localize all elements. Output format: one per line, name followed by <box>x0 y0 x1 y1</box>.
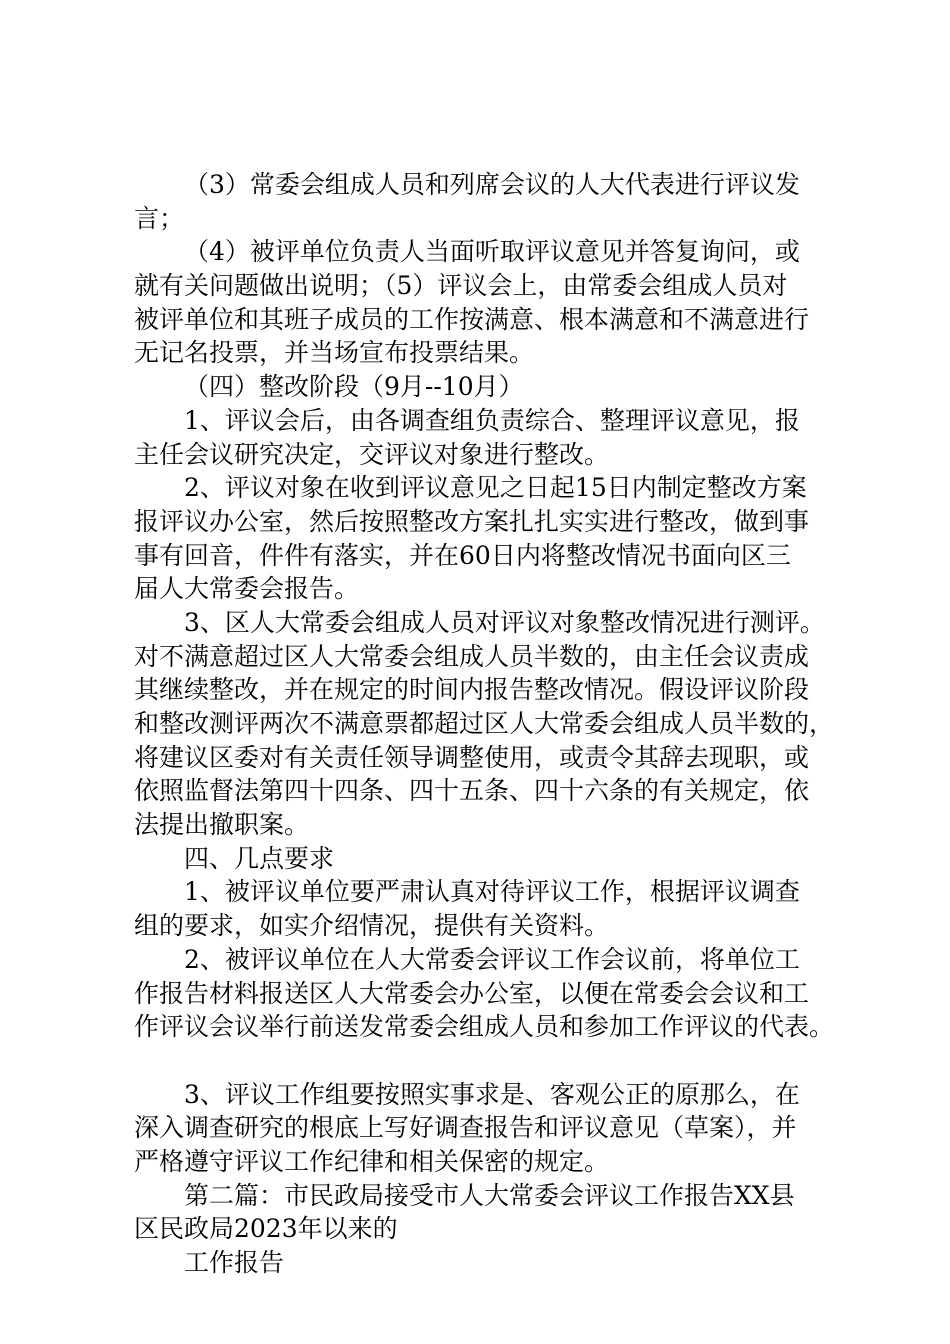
text-line: （3）常委会组成人员和列席会议的人大代表进行评议发 <box>184 170 800 199</box>
text-line: 1、评议会后，由各调查组负责综合、整理评议意见，报 <box>184 405 800 435</box>
text-line: 3、评议工作组要按照实事求是、客观公正的原那么，在 <box>184 1079 800 1109</box>
text-line: 届人大常委会报告。 <box>134 574 360 604</box>
text-line: 作报告材料报送区人大常委会办公室，以便在常委会会议和工 <box>134 978 810 1008</box>
text-line: 无记名投票，并当场宣布投票结果。 <box>134 338 535 368</box>
text-line: 其继续整改，并在规定的时间内报告整改情况。假设评议阶段 <box>134 675 810 705</box>
text-line: 1、被评议单位要严肃认真对待评议工作，根据评议调查 <box>184 877 800 907</box>
text-line: 将建议区委对有关责任领导调整使用，或责令其辞去现职，或 <box>134 742 810 772</box>
document-body <box>134 168 834 1280</box>
text-line: 和整改测评两次不满意票都超过区人大常委会组成人员半数的， <box>134 709 835 738</box>
text-line: 依照监督法第四十四条、四十五条、四十六条的有关规定，依 <box>134 776 810 806</box>
chapter-title: 第二篇：市民政局接受市人大常委会评议工作报告XX县 <box>184 1180 795 1210</box>
text-line: 就有关问题做出说明；（5）评议会上，由常委会组成人员对 <box>134 271 788 301</box>
chapter-title: 工作报告 <box>184 1248 285 1277</box>
text-line: 3、区人大常委会组成人员对评议对象整改情况进行测评。 <box>184 607 825 637</box>
text-line: 2、评议对象在收到评议意见之日起15日内制定整改方案 <box>184 473 807 503</box>
text-line: 法提出撤职案。 <box>134 810 310 840</box>
text-line: 被评单位和其班子成员的工作按满意、根本满意和不满意进行 <box>134 304 810 334</box>
text-line: 言； <box>134 203 185 233</box>
section-heading: 四、几点要求 <box>184 843 335 873</box>
text-line: 作评议会议举行前送发常委会组成人员和参加工作评议的代表。 <box>134 1012 835 1042</box>
section-heading: （四）整改阶段（9月--10月） <box>184 372 524 402</box>
text-line: 严格遵守评议工作纪律和相关保密的规定。 <box>134 1146 610 1176</box>
text-line: 组的要求，如实介绍情况，提供有关资料。 <box>134 911 610 941</box>
text-line: 报评议办公室，然后按照整改方案扎扎实实进行整改，做到事 <box>134 506 810 536</box>
text-line: 事有回音，件件有落实，并在60日内将整改情况书面向区三 <box>134 540 791 570</box>
chapter-title: 区民政局2023年以来的 <box>134 1214 398 1244</box>
text-line: 主任会议研究决定，交评议对象进行整改。 <box>134 439 610 469</box>
text-line: （4）被评单位负责人当面听取评议意见并答复询问，或 <box>184 237 800 267</box>
text-line: 2、被评议单位在人大常委会评议工作会议前，将单位工 <box>184 944 800 974</box>
text-line: 深入调查研究的根底上写好调查报告和评议意见（草案），并 <box>134 1113 797 1143</box>
text-line: 对不满意超过区人大常委会组成人员半数的，由主任会议责成 <box>134 641 810 671</box>
blank-line <box>134 1044 834 1078</box>
